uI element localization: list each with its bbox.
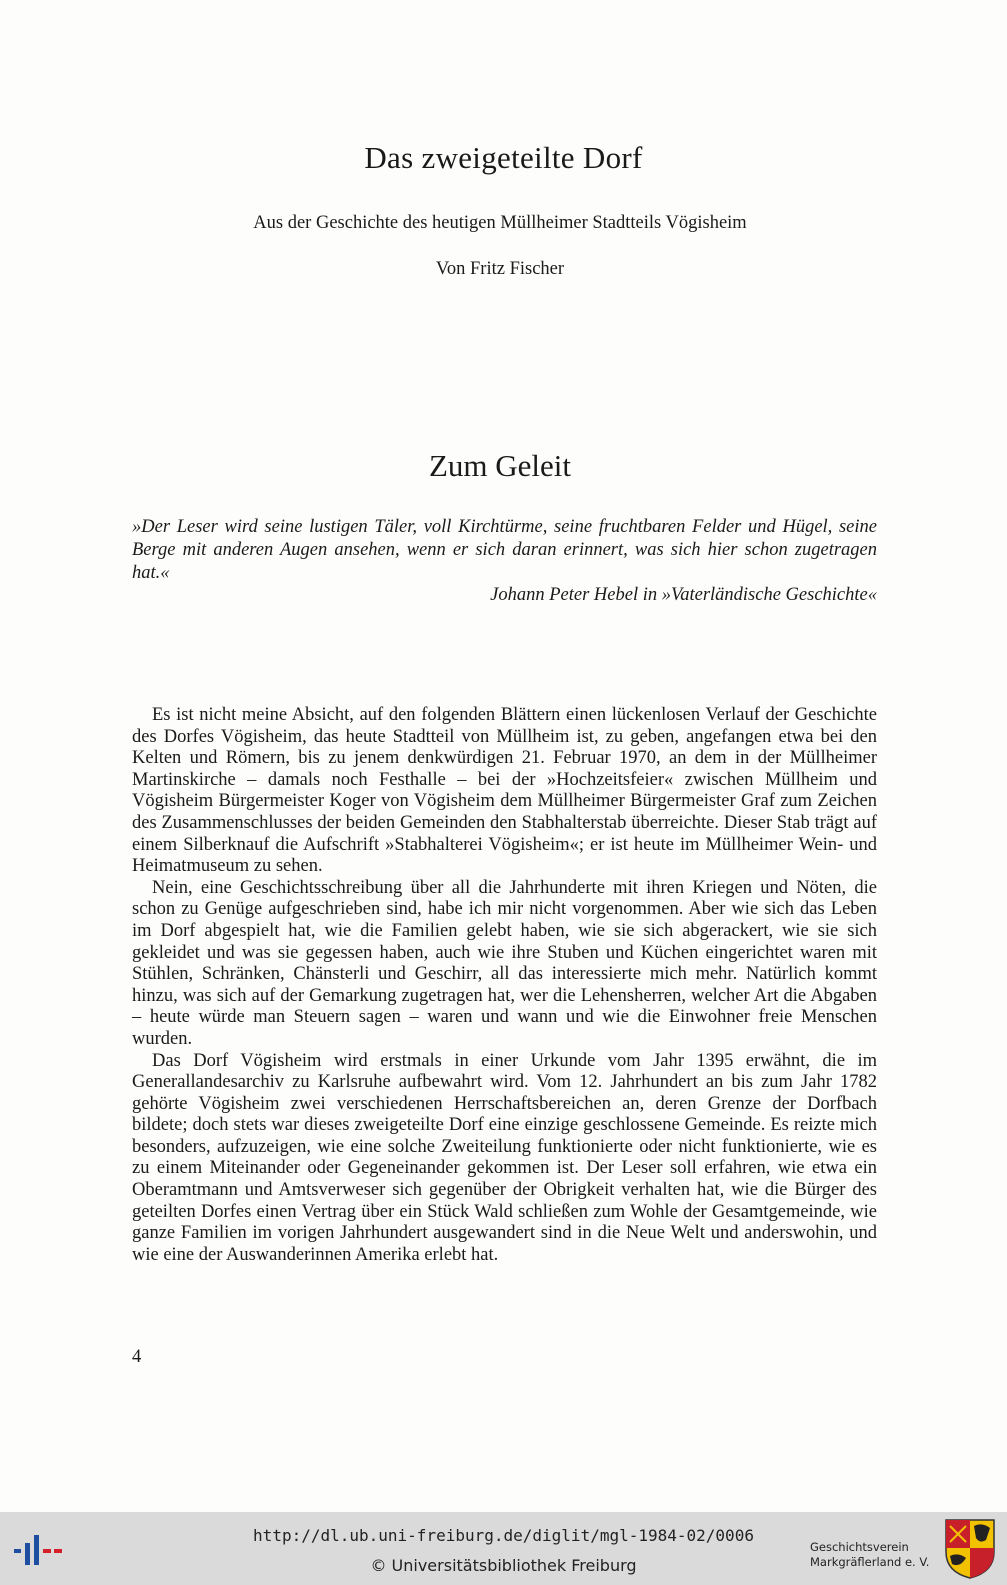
body-text: [132, 705, 877, 1266]
copyright-text: © Universitätsbibliothek Freiburg: [370, 1556, 637, 1575]
paragraph: Es ist nicht meine Absicht, auf den folgenden Blättern einen lückenlosen Verlauf der Geschichte des Dorfes Vögisheim, das heute Stadtteil von Müllheim ist, zu geben, angefangen etwa bei den Kelten und Römern, bis zu jenem denkwürdigen 21. Februar 1970, an dem in der Müllheimer Martinskirche – damals noch Festhalle – bei der »Hochzeitsfeier« zwischen Müllheim und Vögisheim Bürgermeister Koger von Vögisheim dem Müllheimer Bürgermeister Graf zum Zeichen des Zusammenschlusses der beiden Gemeinden den Stabhalterstab überreichte. Dieser Stab trägt auf einem Silberknauf die Aufschrift »Stabhalterei Vögisheim«; er ist heute im Müllheimer Wein- und Heimatmuseum zu sehen.: [132, 705, 877, 877]
epigraph-quote: »Der Leser wird seine lustigen Täler, voll Kirchtürme, seine fruchtbaren Felder und Hügel, seine Berge mit anderen Augen ansehen, wenn er sich daran erinnert, was sich hier schon zugetragen hat.«: [132, 517, 877, 583]
paragraph: Das Dorf Vögisheim wird erstmals in einer Urkunde vom Jahr 1395 erwähnt, die im Generallandesarchiv zu Karlsruhe aufbewahrt wird. Vom 12. Jahrhundert an bis zum Jahr 1782 gehörte Vögisheim zwei verschiedenen Herrschaftsbereichen an, deren Grenze der Dorfbach bildete; doch stets war dieses zweigeteilte Dorf eine einzige geschlossene Gemeinde. Es reizte mich besonders, aufzuzeigen, wie eine solche Zweiteilung funktionierte oder nicht funktionierte, wie es zu einem Miteinander oder Gegeneinander gekommen ist. Der Leser soll erfahren, wie etwa ein Oberamtmann und Amtsverweser sich gegenüber der Obrigkeit verhalten hat, wie die Bürger des geteilten Dorfes einen Vertrag über ein Stück Wald schließen zum Wohle der Gesamtgemeinde, wie ganze Familien im vorigen Jahrhundert ausgewandert sind in die Neue Welt und anderswohin, und wie eine der Auswanderinnen Amerika erlebt hat.: [132, 1050, 877, 1265]
footer-bar: [0, 1512, 1007, 1585]
page-number: 4: [132, 1347, 142, 1367]
article-author: Von Fritz Fischer: [435, 259, 565, 279]
society-name-line: Markgräflerland e. V.: [810, 1555, 930, 1569]
epigraph-attribution: Johann Peter Hebel in »Vaterländische Geschichte«: [490, 585, 877, 605]
article-subtitle: Aus der Geschichte des heutigen Müllheimer Stadtteils Vögisheim: [253, 213, 747, 233]
section-title: Zum Geleit: [428, 448, 572, 483]
coat-of-arms-icon[interactable]: [944, 1518, 996, 1580]
paragraph: Nein, eine Geschichtsschreibung über all die Jahrhunderte mit ihren Kriegen und Nöten, die schon zu Genüge aufgeschrieben sind, habe ich mir nicht vorgenommen. Aber wie sich das Leben im Dorf abgespielt hat, wie die Familien gelebt haben, wie sie sich abgerackert, wie sie sich gekleidet und was sie gegessen haben, auch wie ihre Stuben und Küchen eingerichtet waren mit Stühlen, Schränken, Chänsterli und Geschirr, all das interessierte mich mehr. Natürlich kommt hinzu, was sich auf der Gemarkung zugetragen hat, wer die Lehensherren, welcher Art die Abgaben – heute würde man Steuern sagen – waren und wann und wie die Einwohner freie Menschen wurden.: [132, 877, 877, 1049]
source-url-link[interactable]: http://dl.ub.uni-freiburg.de/diglit/mgl-1984-02/0006: [253, 1526, 754, 1545]
society-name-line: Geschichtsverein: [810, 1540, 909, 1554]
article-title: Das zweigeteilte Dorf: [364, 140, 643, 175]
society-name: [810, 1540, 929, 1570]
